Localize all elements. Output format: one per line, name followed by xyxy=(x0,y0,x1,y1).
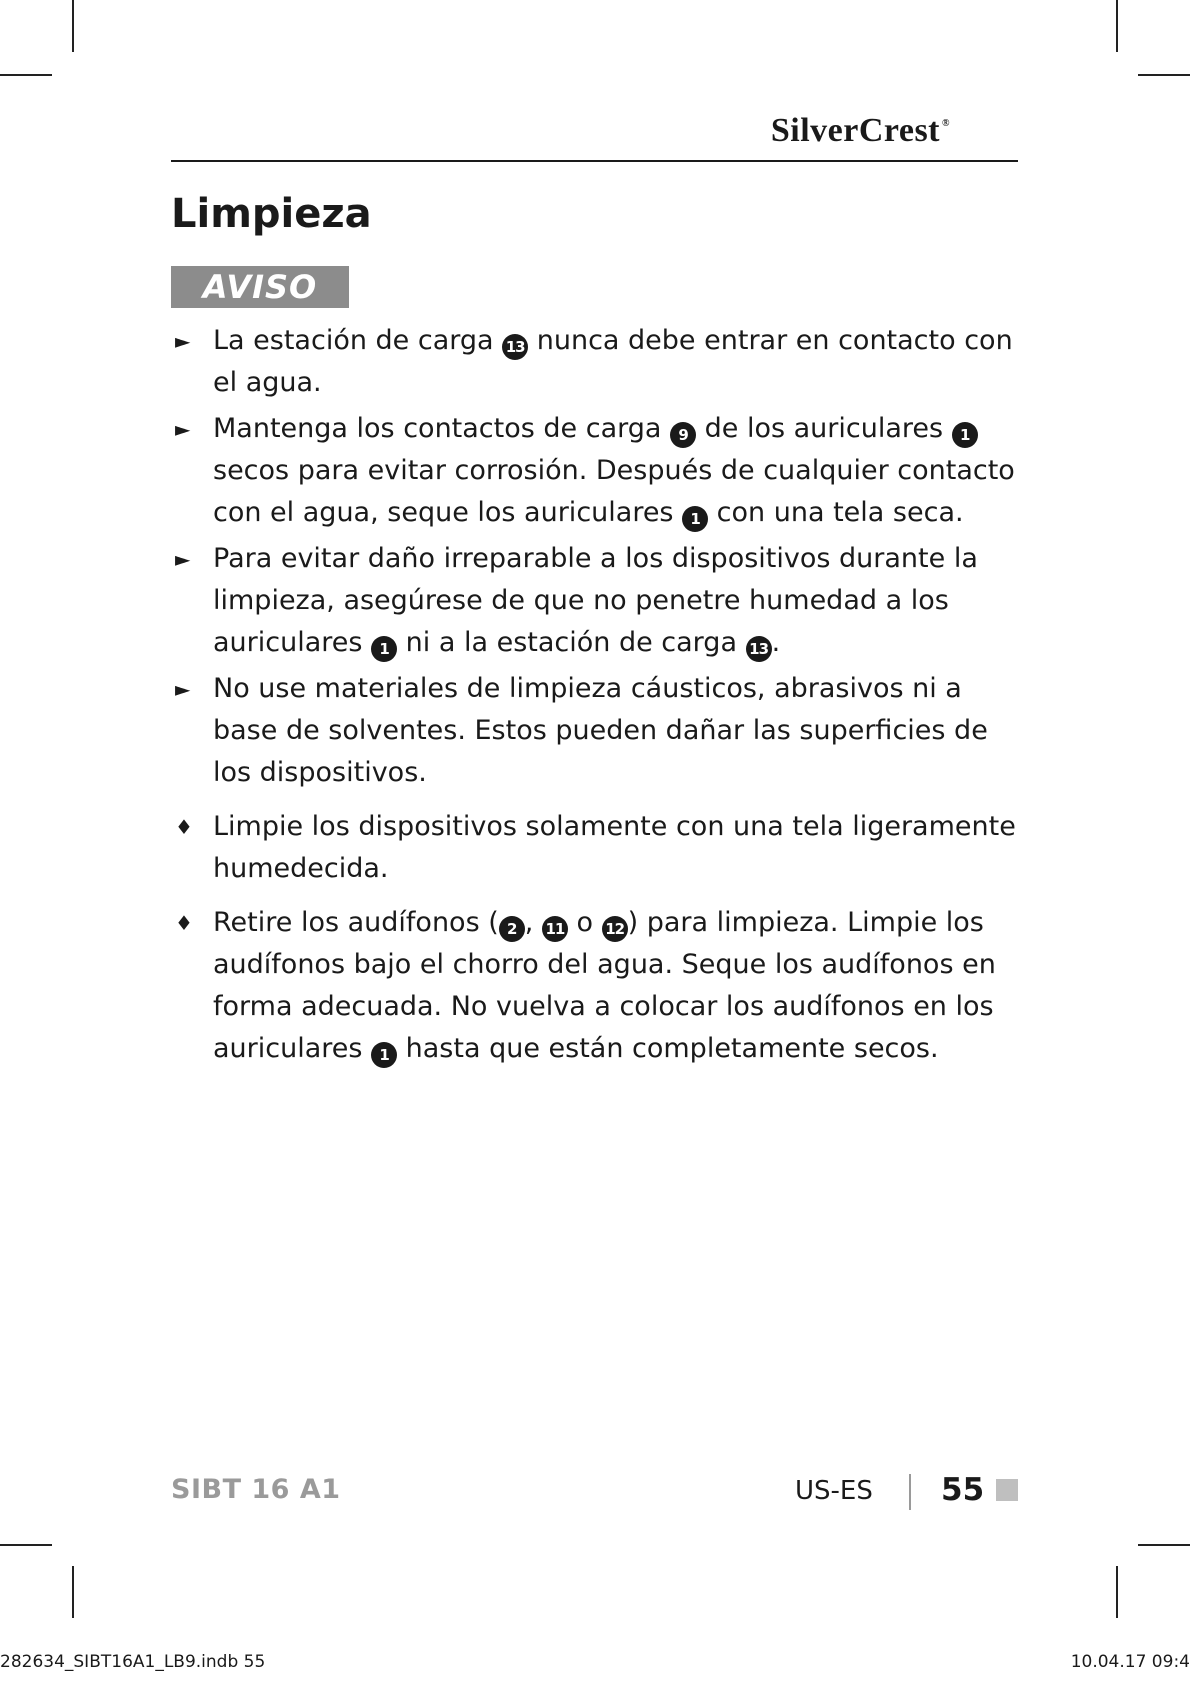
page-number: 55 xyxy=(941,1472,985,1508)
list-item-text: No use materiales de limpieza cáusticos, abrasivos ni a base de solventes. Estos pueden dañar las superficies de los dispositivos. xyxy=(213,673,988,788)
registered-mark: ® xyxy=(942,118,950,129)
part-reference-number: 1 xyxy=(682,506,708,532)
list-item-text: Limpie los dispositivos solamente con una tela ligeramente humedecida. xyxy=(213,811,1016,884)
page-title: Limpieza xyxy=(171,191,372,237)
diamond-bullet-icon: ♦ xyxy=(175,911,193,935)
list-item-text: Retire los audífonos ( 2 , 11 o 12 ) para limpieza. Limpie los audífonos bajo el chorro del agua. Seque los audífonos en forma adecuada. No vuelva a colocar los audífonos en los auriculares 1 hasta que están completamente secos. xyxy=(213,907,996,1064)
list-item xyxy=(171,538,1021,664)
crop-mark-bottom-right-vertical xyxy=(1116,1566,1118,1618)
header-divider xyxy=(171,160,1018,162)
part-reference-number: 11 xyxy=(542,916,568,942)
list-item-text: La estación de carga 13 nunca debe entrar en contacto con el agua. xyxy=(213,325,1013,398)
crop-mark-top-left-horizontal xyxy=(0,74,52,76)
part-reference-number: 1 xyxy=(371,636,397,662)
part-reference-number: 2 xyxy=(499,916,525,942)
crop-mark-top-right-vertical xyxy=(1116,0,1118,52)
list-item xyxy=(171,902,1021,1070)
diamond-bullet-icon: ♦ xyxy=(175,815,193,839)
footer-model-number: SIBT 16 A1 xyxy=(171,1474,341,1505)
instruction-list xyxy=(171,320,1021,1074)
crop-mark-top-right-horizontal xyxy=(1138,74,1190,76)
part-reference-number: 13 xyxy=(746,636,772,662)
list-item-text: Mantenga los contactos de carga 9 de los auriculares 1 secos para evitar corrosión. Después de cualquier contacto con el agua, seque los auriculares 1 con una tela seca. xyxy=(213,413,1015,528)
print-slug-file: 282634_SIBT16A1_LB9.indb 55 xyxy=(0,1652,266,1672)
crop-mark-top-left-vertical xyxy=(72,0,74,52)
list-item xyxy=(171,320,1021,404)
list-item xyxy=(171,668,1021,794)
arrow-bullet-icon: ► xyxy=(175,417,191,441)
brand-name: SilverCrest xyxy=(770,112,941,149)
arrow-bullet-icon: ► xyxy=(175,547,191,571)
page-marker-square xyxy=(996,1479,1018,1501)
part-reference-number: 1 xyxy=(952,422,978,448)
list-item xyxy=(171,806,1021,890)
warning-label: AVISO xyxy=(171,266,349,308)
footer-separator xyxy=(909,1474,911,1510)
crop-mark-bottom-right-horizontal xyxy=(1138,1544,1190,1546)
crop-mark-bottom-left-vertical xyxy=(72,1566,74,1618)
arrow-bullet-icon: ► xyxy=(175,329,191,353)
brand-logo xyxy=(771,112,950,150)
part-reference-number: 9 xyxy=(670,422,696,448)
part-reference-number: 12 xyxy=(602,916,628,942)
part-reference-number: 13 xyxy=(502,334,528,360)
part-reference-number: 1 xyxy=(371,1042,397,1068)
list-item-text: Para evitar daño irreparable a los dispositivos durante la limpieza, asegúrese de que no penetre humedad a los auriculares 1 ni a la estación de carga 13 . xyxy=(213,543,978,658)
crop-mark-bottom-left-horizontal xyxy=(0,1544,52,1546)
footer-language: US-ES xyxy=(795,1476,873,1506)
arrow-bullet-icon: ► xyxy=(175,677,191,701)
print-slug-datetime: 10.04.17 09:4 xyxy=(1070,1652,1190,1672)
list-item xyxy=(171,408,1021,534)
